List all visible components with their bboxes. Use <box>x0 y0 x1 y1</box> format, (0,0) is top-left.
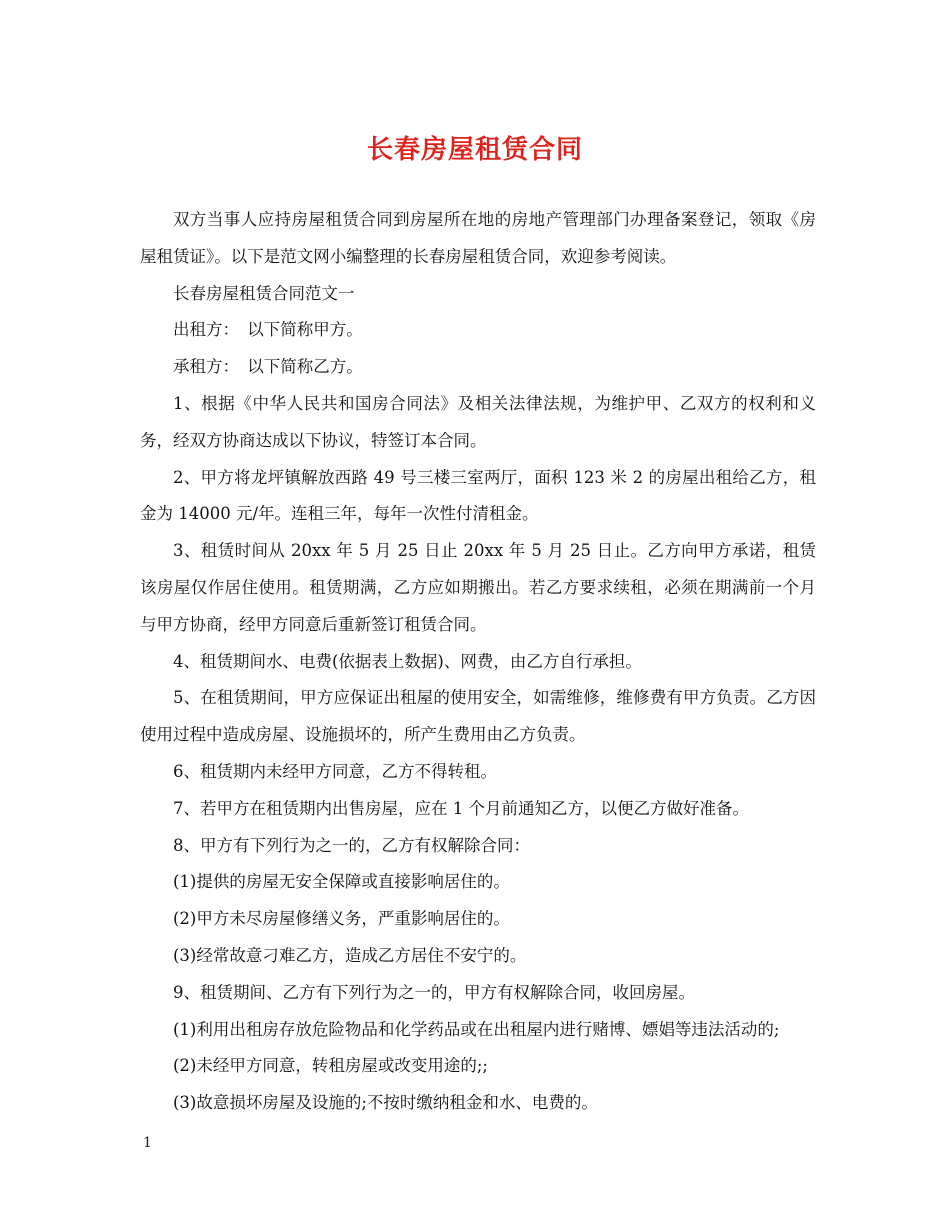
paragraph-clause-8-item-3: (3)经常故意刁难乙方，造成乙方居住不安宁的。 <box>173 945 527 965</box>
paragraph-clause-2: 2、甲方将龙坪镇解放西路 49 号三楼三室两厅，面积 123 米 2 的房屋出租给乙方，租金为 14000 元/年。连租三年，每年一次性付清租金。 <box>140 467 816 524</box>
paragraph-clause-1: 1、根据《中华人民共和国房合同法》及相关法律法规，为维护甲、乙双方的权利和义务，经双方协商达成以下协议，特签订本合同。 <box>140 393 816 450</box>
paragraph-intro: 双方当事人应持房屋租赁合同到房屋所在地的房地产管理部门办理备案登记，领取《房屋租赁证》。以下是范文网小编整理的长春房屋租赁合同，欢迎参考阅读。 <box>140 210 816 266</box>
paragraph-clause-8: 8、甲方有下列行为之一的，乙方有权解除合同： <box>173 835 530 855</box>
document-title: 长春房屋租赁合同 <box>366 135 583 165</box>
page-number: 1 <box>143 1135 152 1151</box>
paragraph-clause-9-item-3: (3)故意损坏房屋及设施的;不按时缴纳租金和水、电费的。 <box>173 1093 598 1113</box>
paragraph-clause-8-item-1: (1)提供的房屋无安全保障或直接影响居住的。 <box>173 872 510 892</box>
paragraph-lessor: 出租方： 以下简称甲方。 <box>173 320 363 340</box>
paragraph-clause-9-item-1: (1)利用出租房存放危险物品和化学药品或在出租屋内进行赌博、嫖娼等违法活动的; <box>173 1019 780 1039</box>
paragraph-clause-5: 5、在租赁期间，甲方应保证出租屋的使用安全，如需维修，维修费有甲方负责。乙方因使用过程中造成房屋、设施损坏的，所产生费用由乙方负责。 <box>140 688 816 745</box>
paragraph-clause-8-item-2: (2)甲方未尽房屋修缮义务，严重影响居住的。 <box>173 909 510 929</box>
paragraph-clause-9: 9、租赁期间、乙方有下列行为之一的，甲方有权解除合同，收回房屋。 <box>173 982 695 1002</box>
paragraph-clause-9-item-2: (2)未经甲方同意，转租房屋或改变用途的;; <box>173 1056 488 1076</box>
document-body <box>140 202 816 1122</box>
paragraph-clause-7: 7、若甲方在租赁期内出售房屋，应在 1 个月前通知乙方，以便乙方做好准备。 <box>173 798 749 818</box>
paragraph-clause-3: 3、租赁时间从 20xx 年 5 月 25 日止 20xx 年 5 月 25 日止。乙方向甲方承诺，租赁该房屋仅作居住使用。租赁期满，乙方应如期搬出。若乙方要求续租，必须在期满前一个月与甲方协商，经甲方同意后重新签订租赁合同。 <box>140 541 816 634</box>
paragraph-clause-6: 6、租赁期内未经甲方同意，乙方不得转租。 <box>173 761 497 781</box>
paragraph-sample-heading: 长春房屋租赁合同范文一 <box>173 283 355 303</box>
paragraph-lessee: 承租方： 以下简称乙方。 <box>173 357 363 377</box>
paragraph-clause-4: 4、租赁期间水、电费(依据表上数据)、网费，由乙方自行承担。 <box>173 651 642 671</box>
